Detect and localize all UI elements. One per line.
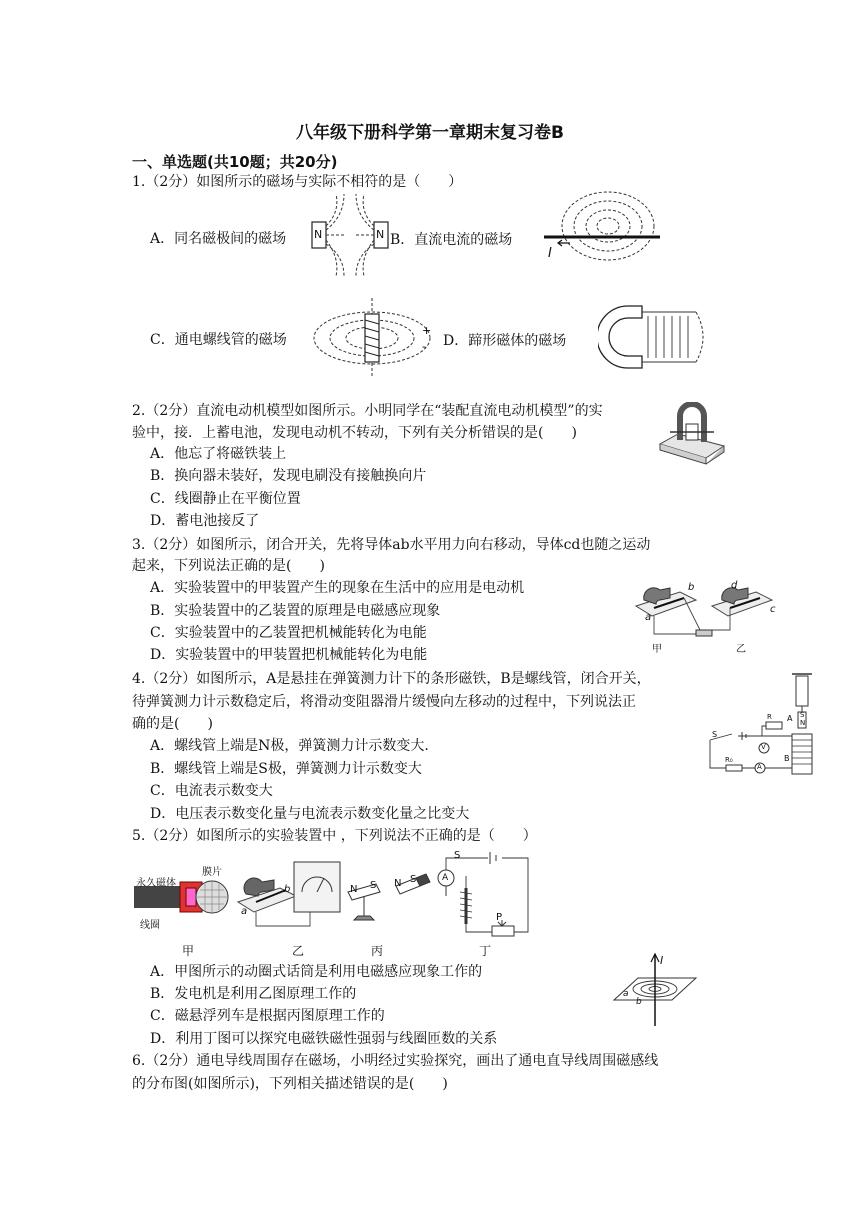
q5-option-d: D．利用丁图可以探究电磁铁磁性强弱与线圈匝数的关系 — [150, 1031, 498, 1047]
q5-label-ding-switch: S — [454, 850, 461, 861]
q4-option-d: D．电压表示数变化量与电流表示数变化量之比变大 — [150, 806, 470, 822]
q1-figure-horseshoe — [598, 300, 710, 374]
q6-stem-line1: 6.（2分）通电导线周围存在磁场，小明经过实验探究，画出了通电直导线周围磁感线 — [132, 1053, 659, 1069]
q4-label-B: B — [784, 754, 790, 763]
q1-pole-left-label: N — [314, 228, 323, 241]
svg-text:-: - — [422, 340, 426, 353]
svg-text:+: + — [422, 324, 432, 337]
q3-stem-line2: 起来，下列说法正确的是( ) — [132, 558, 325, 574]
q6-stem-line2: 的分布图(如图所示)，下列相关描述错误的是( ) — [132, 1076, 448, 1092]
q3-fig-label-jia: 甲 — [652, 644, 662, 655]
q5-figure-ding-electromagnet — [432, 848, 532, 938]
q5-option-a: A．甲图所示的动圈式话筒是利用电磁感应现象工作的 — [150, 964, 483, 980]
q5-wire-label-a: a — [623, 989, 629, 999]
q3-option-a: A．实验装置中的甲装置产生的现象在生活中的应用是电动机 — [150, 580, 525, 596]
q5-caption-ding: 丁 — [479, 944, 492, 958]
section-heading: 一、单选题(共10题；共20分) — [132, 153, 338, 171]
q5-label-coil: 线圈 — [140, 920, 160, 931]
q4-label-voltmeter: V — [761, 743, 766, 751]
q3-fig-label-b: b — [688, 582, 695, 593]
q5-label-permanent-magnet: 永久磁体 — [136, 878, 176, 889]
q4-label-magnet-S: S — [800, 711, 805, 719]
q4-label-R: R — [767, 713, 772, 721]
q1-option-a: A．同名磁极间的磁场 — [150, 231, 287, 247]
q1-figure-straight-current — [540, 190, 660, 270]
q5-label-ding-ammeter: A — [442, 873, 449, 883]
q5-label-b: b — [284, 884, 291, 895]
q2-option-a: A．他忘了将磁铁装上 — [150, 446, 287, 462]
q4-stem-line3: 确的是( ) — [132, 716, 213, 732]
q4-label-ammeter: A — [757, 763, 762, 771]
q4-option-b: B．螺线管上端是S极，弹簧测力计示数变大 — [150, 761, 422, 777]
q4-option-c: C．电流表示数变大 — [150, 783, 273, 799]
q2-option-d: D．蓄电池接反了 — [150, 513, 260, 529]
q5-label-bing-N2: N — [394, 878, 402, 889]
q4-label-magnet-N: N — [800, 719, 806, 727]
q1-option-b: B．直流电流的磁场 — [390, 232, 513, 248]
q3-fig-label-d: d — [731, 580, 738, 591]
q2-option-c: C．线圈静止在平衡位置 — [150, 491, 301, 507]
q5-figure-bing-magnets — [346, 870, 434, 926]
q5-caption-jia: 甲 — [182, 944, 195, 958]
q3-option-b: B．实验装置中的乙装置的原理是电磁感应现象 — [150, 603, 441, 619]
q5-caption-bing: 丙 — [371, 944, 384, 958]
q3-fig-label-c: c — [770, 604, 776, 615]
q1-option-c: C．通电螺线管的磁场 — [150, 332, 287, 348]
q1-figure-solenoid — [310, 296, 436, 380]
q5-wire-label-b: b — [636, 997, 642, 1007]
q5-wire-label-I: I — [660, 954, 664, 967]
q5-label-diaphragm: 膜片 — [202, 867, 222, 878]
q5-label-bing-S2: S — [410, 874, 417, 885]
q5-stem: 5.（2分）如图所示的实验装置中 ，下列说法不正确的是（ ） — [132, 828, 537, 844]
q4-option-a: A．螺线管上端是N极，弹簧测力计示数变大. — [150, 738, 429, 754]
q3-stem-line1: 3.（2分）如图所示，闭合开关，先将导体ab水平用力向右移动，导体cd也随之运动 — [132, 537, 651, 553]
q4-label-switch: S — [712, 730, 718, 739]
q2-motor-figure — [656, 402, 726, 470]
q4-label-R0: R₀ — [725, 756, 733, 764]
page-title: 八年级下册科学第一章期末复习卷B — [296, 123, 564, 143]
q1-pole-right-label: N — [376, 228, 385, 241]
q5-figure-yi-generator — [236, 856, 346, 934]
q2-option-b: B．换向器未装好，发现电刷没有接触换向片 — [150, 468, 427, 484]
q1-option-d: D．蹄形磁体的磁场 — [443, 333, 567, 349]
q2-stem-line2: 验中，接．上蓄电池，发现电动机不转动，下列有关分析错误的是( ) — [132, 425, 577, 441]
q1-current-label: I — [548, 246, 552, 261]
q5-option-b: B．发电机是利用乙图原理工作的 — [150, 986, 357, 1002]
q3-fig-label-a: a — [645, 612, 652, 623]
q5-option-c: C．磁悬浮列车是根据丙图原理工作的 — [150, 1008, 385, 1024]
q5-caption-yi: 乙 — [292, 944, 305, 958]
q1-stem: 1.（2分）如图所示的磁场与实际不相符的是（ ） — [132, 174, 463, 190]
q2-stem-line1: 2.（2分）直流电动机模型如图所示。小明同学在“装配直流电动机模型”的实 — [132, 403, 603, 419]
q3-fig-label-yi: 乙 — [736, 644, 746, 655]
q3-option-c: C．实验装置中的乙装置把机械能转化为电能 — [150, 625, 427, 641]
q5-label-ding-slider: P — [496, 912, 503, 923]
q3-option-d: D．实验装置中的甲装置把机械能转化为电能 — [150, 647, 428, 663]
q4-stem-line1: 4.（2分）如图所示，A是悬挂在弹簧测力计下的条形磁铁，B是螺线管，闭合开关， — [132, 671, 651, 687]
q4-label-A: A — [787, 714, 793, 723]
q5-label-bing-N1: N — [350, 884, 358, 895]
q5-label-bing-S1: S — [370, 880, 377, 891]
q4-stem-line2: 待弹簧测力计示数稳定后，将滑动变阻器滑片缓慢向左移动的过程中，下列说法正 — [132, 694, 636, 710]
q5-label-a: a — [241, 906, 248, 917]
